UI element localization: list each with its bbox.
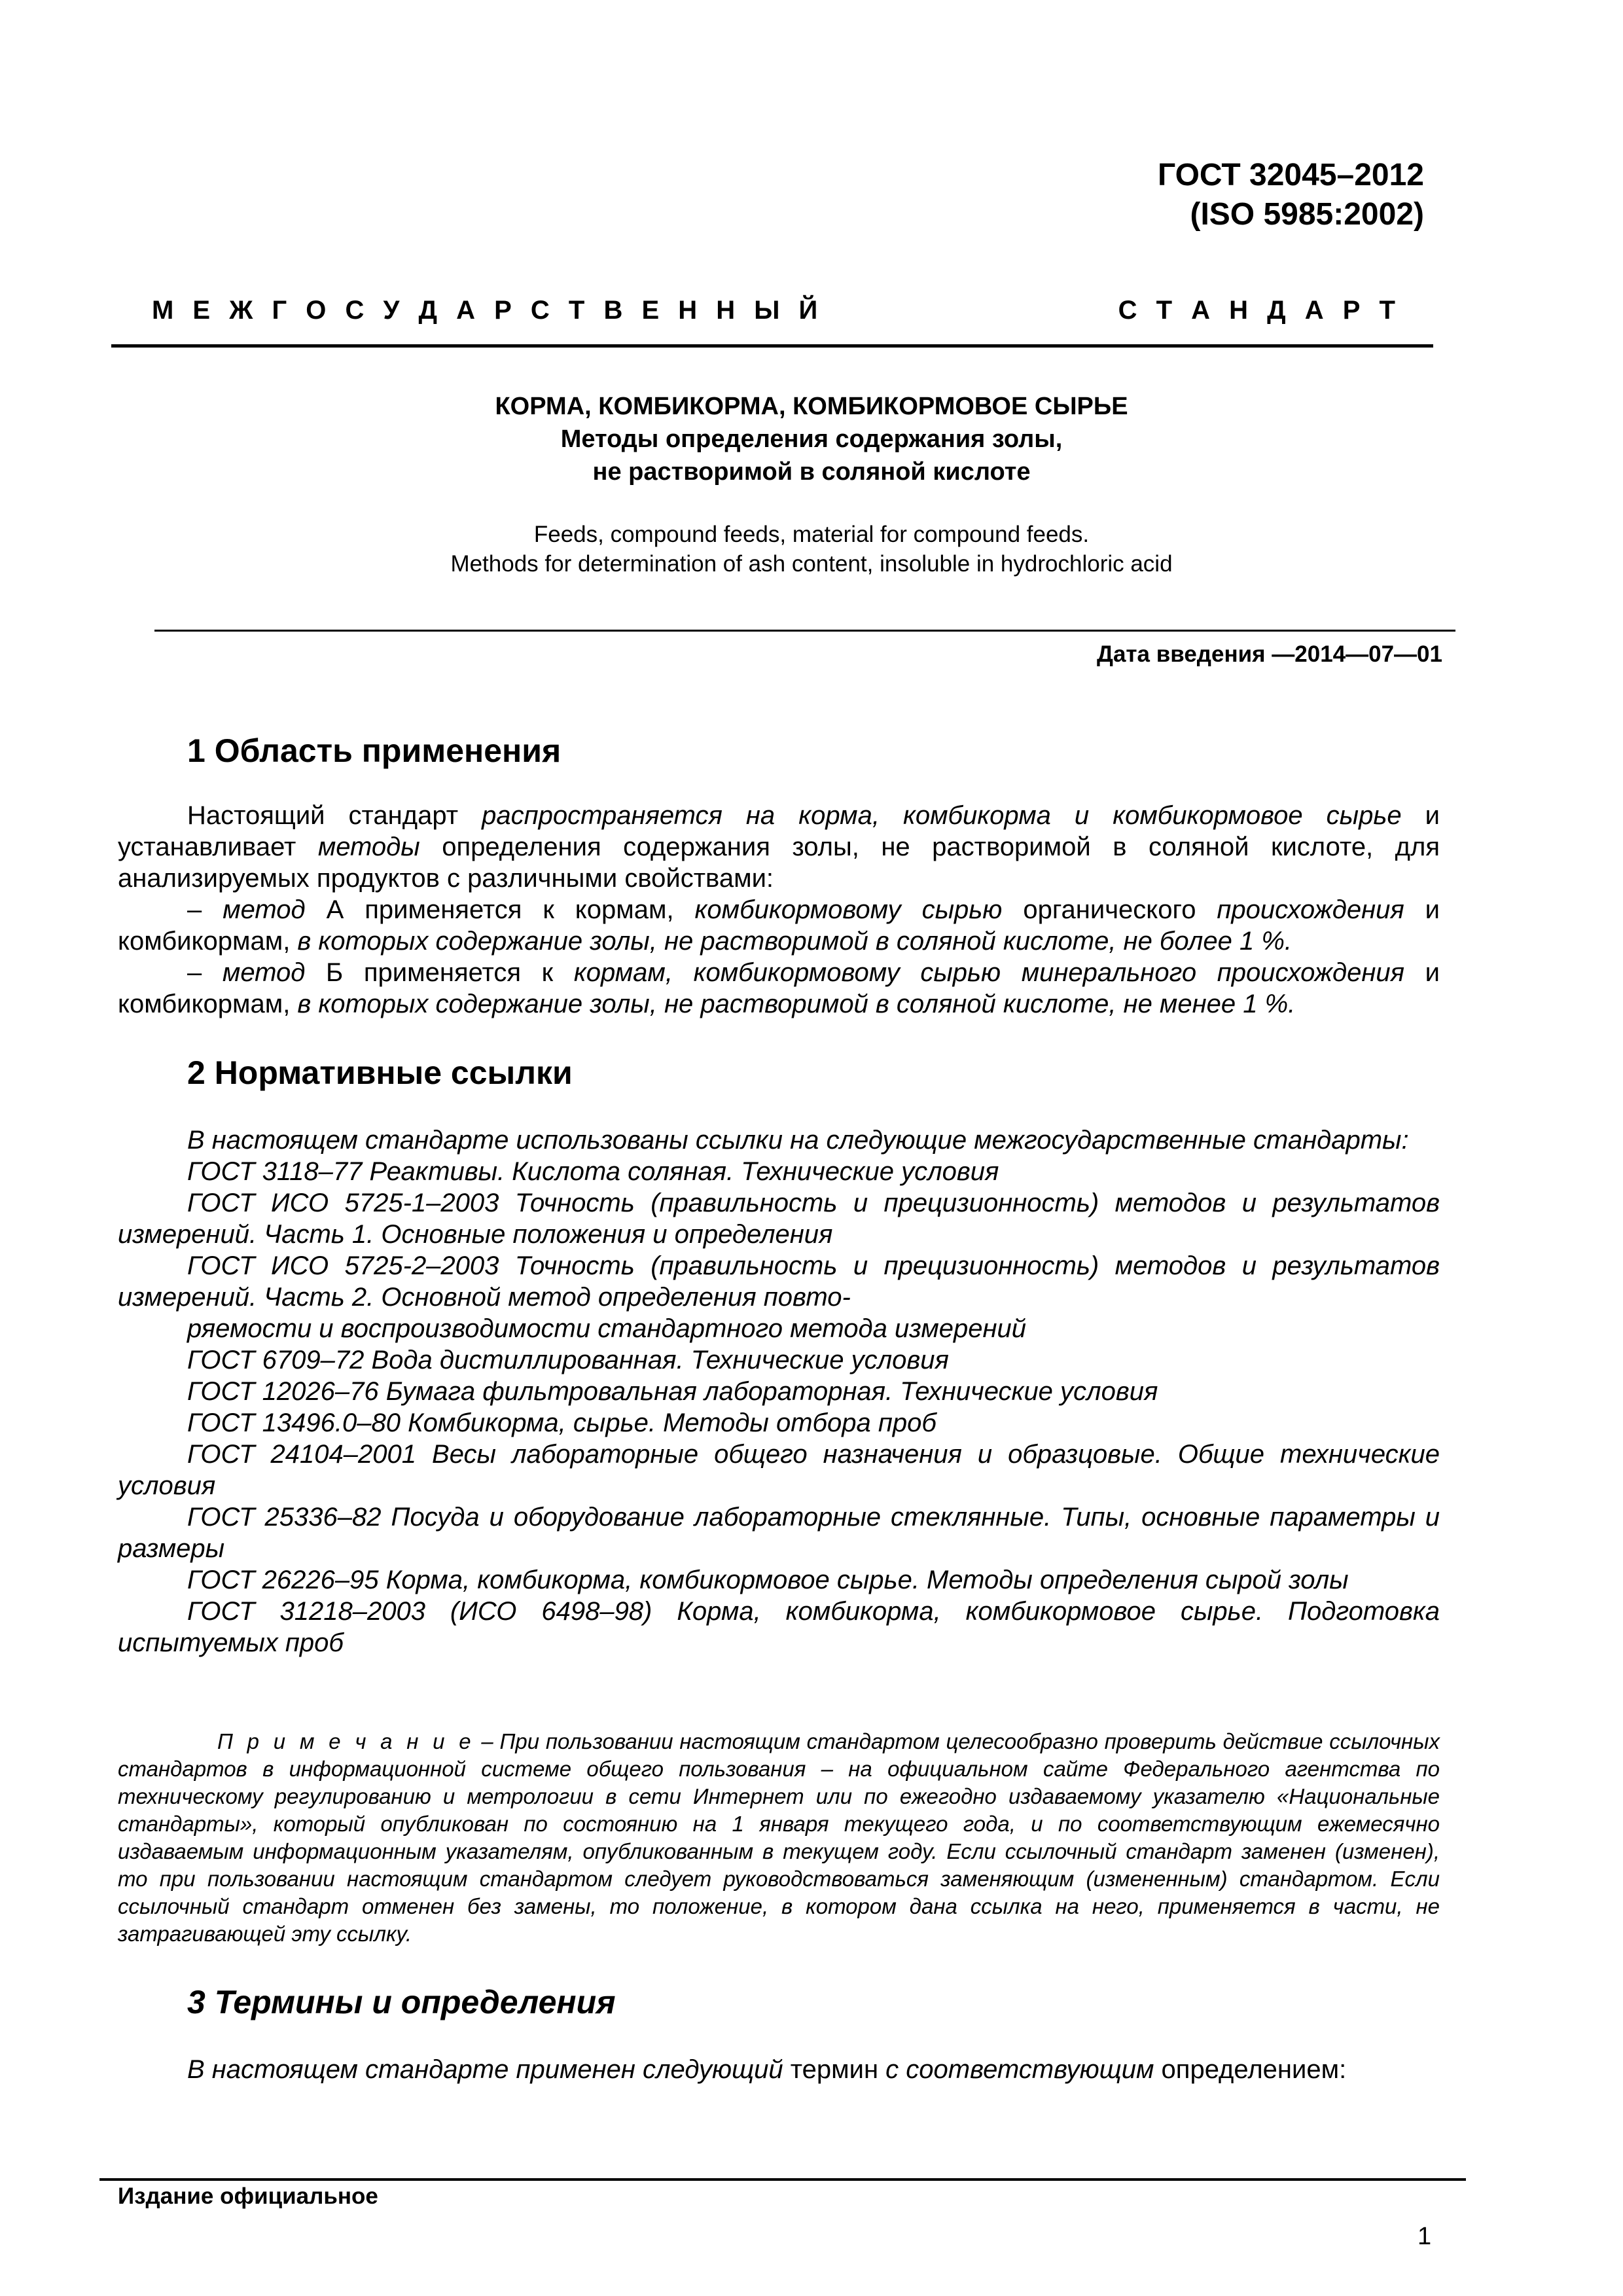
reference-item: ГОСТ ИСО 5725-1–2003 Точность (правильность и прецизионность) методов и результатов измерений. Часть 1. Основные положения и определения — [118, 1189, 1440, 1249]
section-1-paragraph-1: Настоящий стандарт распространяется на корма, комбикорма и комбикормовое сырье и устанавливает методы определения содержания золы, не растворимой в соляной кислоте, для анализируемых продуктов с различными свойствами: — [118, 801, 1440, 893]
iso-number: (ISO 5985:2002) — [1190, 197, 1424, 232]
reference-item: ГОСТ 13496.0–80 Комбикорма, сырье. Методы отбора проб — [187, 1408, 936, 1437]
banner-right: С Т А Н Д А Р Т — [1118, 296, 1395, 325]
reference-item: ряемости и воспроизводимости стандартного метода измерений — [187, 1314, 1027, 1343]
english-title-line-2: Methods for determination of ash content, insoluble in hydrochloric acid — [450, 551, 1173, 577]
note-block — [118, 1728, 1440, 1948]
reference-item: ГОСТ 31218–2003 (ИСО 6498–98) Корма, комбикорма, комбикормовое сырье. Подготовка испытуемых проб — [118, 1597, 1440, 1657]
document-title — [0, 390, 1623, 488]
section-1-paragraph-3: – метод Б применяется к кормам, комбикормовому сырью минерального происхождения и комбикормам, в которых содержание золы, не растворимой в соляной кислоте, не менее 1 %. — [118, 958, 1440, 1018]
title-line-2: Методы определения содержания золы, — [560, 425, 1063, 453]
document-number — [966, 156, 1424, 234]
top-rule — [111, 344, 1433, 348]
section-1-paragraph-2: – метод А применяется к кормам, комбикормовому сырью органического происхождения и комбикормам, в которых содержание золы, не растворимой в соляной кислоте, не более 1 %. — [118, 895, 1440, 956]
section-2-intro: В настоящем стандарте использованы ссылки на следующие межгосударственные стандарты: — [187, 1126, 1409, 1155]
section-2-body — [118, 1124, 1440, 1659]
note-label: П р и м е ч а н и е — [217, 1729, 475, 1753]
banner-left: М Е Ж Г О С У Д А Р С Т В Е Н Н Ы Й — [152, 296, 818, 325]
reference-item: ГОСТ ИСО 5725-2–2003 Точность (правильность и прецизионность) методов и результатов измерений. Часть 2. Основной метод определения повто- — [118, 1251, 1440, 1312]
section-1-body — [118, 800, 1440, 1020]
bottom-rule — [99, 2178, 1466, 2181]
section-1-heading: 1 Область применения — [187, 732, 562, 769]
standard-banner — [152, 296, 1395, 325]
reference-item: ГОСТ 24104–2001 Весы лабораторные общего назначения и образцовые. Общие технические условия — [118, 1440, 1440, 1500]
title-line-1: КОРМА, КОМБИКОРМА, КОМБИКОРМОВОЕ СЫРЬЕ — [495, 393, 1128, 420]
reference-item: ГОСТ 26226–95 Корма, комбикорма, комбикормовое сырье. Методы определения сырой золы — [187, 1566, 1349, 1594]
english-title-line-1: Feeds, compound feeds, material for compound feeds. — [533, 522, 1090, 547]
reference-item: ГОСТ 25336–82 Посуда и оборудование лабораторные стеклянные. Типы, основные параметры и размеры — [118, 1503, 1440, 1563]
section-3-heading: 3 Термины и определения — [187, 1984, 616, 2020]
edition-label: Издание официальное — [118, 2183, 378, 2209]
middle-rule — [154, 630, 1455, 632]
section-2-heading: 2 Нормативные ссылки — [187, 1054, 573, 1091]
effective-date: Дата введения —2014—07—01 — [1097, 641, 1442, 667]
note-paragraph — [118, 1728, 1440, 1948]
page-number: 1 — [1418, 2223, 1432, 2250]
section-3-body — [118, 2054, 1440, 2085]
reference-item: ГОСТ 12026–76 Бумага фильтровальная лабораторная. Технические условия — [187, 1377, 1158, 1406]
section-3-paragraph-1: В настоящем стандарте применен следующий термин с соответствующим определением: — [187, 2055, 1347, 2084]
note-text: – При пользовании настоящим стандартом целесообразно проверить действие ссылочных стандартов в информационной системе общего пользования – на официальном сайте Федерального агентства по техническому регулированию и метрологии в сети Интернет или по ежегодно издаваемому указателю «Национальные стандарты», который опубликован по состоянию на 1 января текущего года, и по соответствующим ежемесячно издаваемым информационным указателям, опубликованным в текущем году. Если ссылочный стандарт заменен (изменен), то при пользовании настоящим стандартом следует руководствоваться заменяющим (измененным) стандартом. Если ссылочный стандарт отменен без замены, то положение, в котором дана ссылка на него, применяется в части, не затрагивающей эту ссылку. — [118, 1729, 1440, 1946]
english-title — [0, 520, 1623, 579]
reference-item: ГОСТ 3118–77 Реактивы. Кислота соляная. Технические условия — [187, 1157, 999, 1186]
reference-item: ГОСТ 6709–72 Вода дистиллированная. Технические условия — [187, 1346, 949, 1374]
title-line-3: не растворимой в соляной кислоте — [592, 458, 1031, 486]
gost-number: ГОСТ 32045–2012 — [1158, 158, 1424, 192]
